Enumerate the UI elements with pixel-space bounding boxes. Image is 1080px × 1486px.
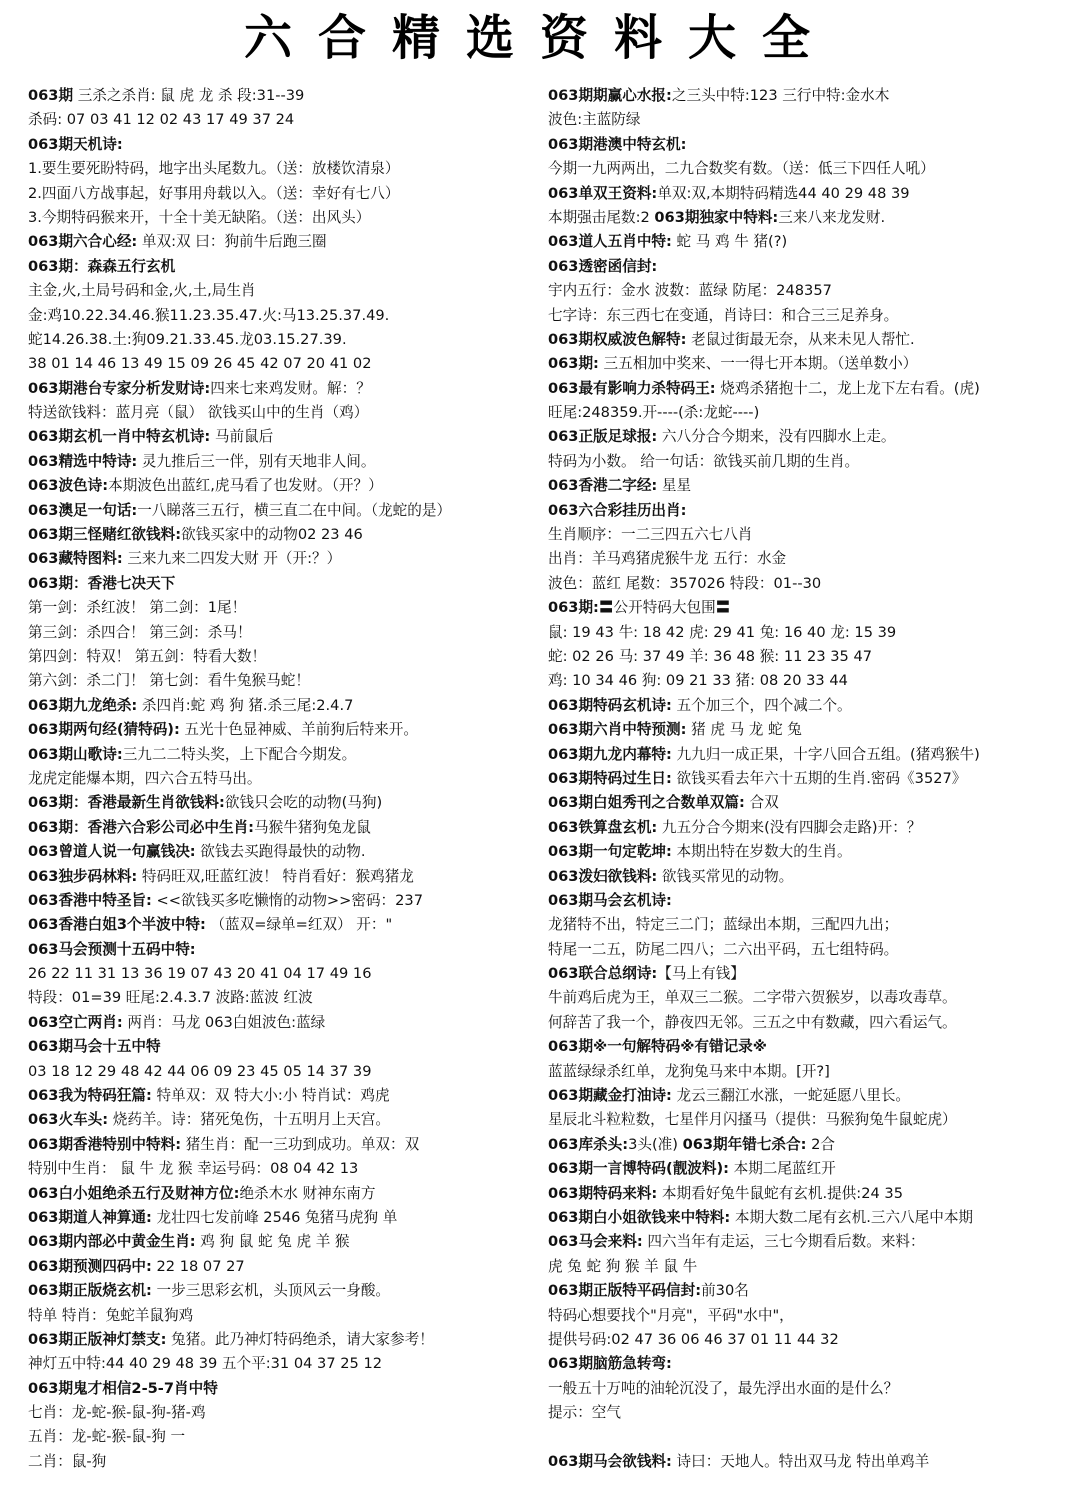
entry-label: 063期年错七杀合:: [682, 1135, 807, 1153]
right-line: [548, 1304, 1078, 1328]
entry-text: 1.要生要死盼特码，地字出头尾数九。（送：放楼饮清泉）: [28, 160, 400, 178]
entry-text: 星辰北斗粒粒数，七星伴月闪搔马（提供：马猴狗兔牛鼠蛇虎）: [548, 1111, 957, 1129]
left-line: [28, 1352, 538, 1376]
right-line: [548, 743, 1078, 767]
entry-text: 第一剑：杀红波！ 第二剑：1尾！: [28, 599, 247, 617]
right-line: [548, 913, 1078, 937]
right-line: [548, 1182, 1078, 1206]
entry-label: 063期脑筋急转弯:: [548, 1355, 672, 1373]
entry-label: 063期道人神算通:: [28, 1208, 152, 1226]
left-line: [28, 645, 538, 669]
right-line: [548, 694, 1078, 718]
entry-text: 两肖：马龙 063白姐波色:蓝绿: [122, 1013, 326, 1031]
entry-label: 063期三怪赌红欲钱料:: [28, 526, 182, 544]
entry-label: 063期马会十五中特: [28, 1038, 161, 1056]
entry-text: 特单双：双 特大小:小 特肖试：鸡虎: [151, 1087, 390, 1105]
right-line: [548, 767, 1078, 791]
left-line: [28, 401, 538, 425]
entry-label: 063期正版特平码信封:: [548, 1282, 702, 1300]
left-line: [28, 1060, 538, 1084]
entry-label: 063正版足球报:: [548, 428, 658, 446]
left-line: [28, 1108, 538, 1132]
entry-label: 063期六肖中特预测:: [548, 721, 687, 739]
left-line: [28, 304, 538, 328]
entry-label: 063期玄机一肖中特玄机诗:: [28, 428, 211, 446]
right-line: [548, 596, 1078, 620]
entry-text: 特尾一二五，防尾二四八；二六出平码，五七组特码。: [548, 940, 899, 958]
entry-label: 063期一言博特码(靓波料):: [548, 1160, 729, 1178]
entry-text: 五肖：龙-蛇-猴-鼠-狗 一: [28, 1428, 186, 1446]
left-line: [28, 1035, 538, 1059]
left-line: [28, 840, 538, 864]
entry-text: 蓝蓝绿绿杀红单，龙狗兔马来中本期。[开?]: [548, 1062, 830, 1080]
entry-text: 欲钱买家中的动物02 23 46: [181, 526, 363, 544]
entry-text: 龙云三翻江水涨，一蛇延愿八里长。: [671, 1087, 911, 1105]
right-line: [548, 108, 1078, 132]
entry-label: 063期:: [548, 599, 599, 617]
entry-label: 063期鬼才相信2-5-7肖中特: [28, 1379, 218, 1397]
entry-text: 特码心想要找个"月亮"，平码"水中"，: [548, 1306, 794, 1324]
page-title: 六合精选资料大全: [243, 10, 836, 66]
entry-text: 鸡 狗 鼠 蛇 兔 虎 羊 猴: [195, 1233, 350, 1251]
left-line: [28, 425, 538, 449]
entry-text: 龙壮四七发前峰 2546 兔猪马虎狗 单: [151, 1208, 398, 1226]
entry-text: <<欲钱买多吃懒惰的动物>>密码：237: [151, 891, 424, 909]
right-line: [548, 352, 1078, 376]
entry-text: 特码为小数。 给一句话：欲钱买前几期的生肖。: [548, 452, 860, 470]
entry-text: 诗曰：天地人。特出双马龙 特出单鸡羊: [671, 1452, 930, 1470]
right-line: [548, 84, 1078, 108]
entry-text: 蛇 马 鸡 牛 猪(?): [671, 233, 788, 251]
entry-text: 特码旺双,旺蓝红波！ 特肖看好：猴鸡猪龙: [137, 867, 414, 885]
entry-text: 出肖：羊马鸡猪虎猴牛龙 五行：水金: [548, 550, 787, 568]
left-line: [28, 279, 538, 303]
entry-label: 063期港澳中特玄机:: [548, 135, 687, 153]
right-line: [548, 474, 1078, 498]
entry-text: 神灯五中特:44 40 29 48 39 五个平:31 04 37 25 12: [28, 1355, 383, 1373]
left-line: [28, 572, 538, 596]
left-column: [28, 84, 538, 1474]
entry-text: 蛇: 02 26 马: 37 49 羊: 36 48 猴: 11 23 35 47: [548, 647, 873, 665]
entry-text: 绝杀木水 财神东南方: [239, 1184, 376, 1202]
entry-text: 3.今期特码猴来开，十全十美无缺陷。（送：出风头）: [28, 208, 371, 226]
right-line: [548, 1206, 1078, 1230]
left-line: [28, 1011, 538, 1035]
left-line: [28, 474, 538, 498]
entry-label: 063香港中特圣旨:: [28, 891, 152, 909]
entry-label: 063香港二字经:: [548, 477, 658, 495]
left-line: [28, 523, 538, 547]
entry-text: 四六当年有走运，三七今期看后数。来料：: [642, 1233, 925, 1251]
right-line: [548, 669, 1078, 693]
right-line: [548, 328, 1078, 352]
entry-label: 063期两句经(猜特码):: [28, 721, 180, 739]
entry-text: 【马上有钱】: [657, 965, 745, 983]
entry-text: 一般五十万吨的油轮沉没了，最先浮出水面的是什么？: [548, 1379, 899, 1397]
entry-text: 二肖：鼠-狗: [28, 1452, 107, 1470]
left-line: [28, 1230, 538, 1254]
entry-label: 063期香港特别中特料:: [28, 1135, 182, 1153]
right-line: [548, 206, 1078, 230]
entry-text: 波色：蓝红 尾数：357026 特段：01--30: [548, 574, 822, 592]
entry-text: 五光十色显神威、羊前狗后特来开。: [179, 721, 418, 739]
entry-label: 063透密函信封:: [548, 257, 658, 275]
left-line: [28, 596, 538, 620]
entry-label: 063期内部必中黄金生肖:: [28, 1233, 196, 1251]
right-line: [548, 840, 1078, 864]
entry-label: 063藏特图料:: [28, 550, 123, 568]
entry-text: 提供号码:02 47 36 06 46 37 01 11 44 32: [548, 1330, 839, 1348]
right-line: [548, 865, 1078, 889]
left-line: [28, 889, 538, 913]
entry-label: 063期山歌诗:: [28, 745, 123, 763]
right-line: [548, 255, 1078, 279]
right-line: [548, 938, 1078, 962]
entry-label: 063我为特码狂篇:: [28, 1087, 152, 1105]
right-line: [548, 1377, 1078, 1401]
entry-text: 第六剑：杀二门！ 第七剑：看牛兔猴马蛇！: [28, 672, 310, 690]
entry-text: 鸡: 10 34 46 狗: 09 21 33 猪: 08 20 33 44: [548, 672, 848, 690]
left-line: [28, 547, 538, 571]
entry-text: 七字诗：东三西七在变通，肖诗曰：和合三三足养身。: [548, 306, 899, 324]
right-line: [548, 816, 1078, 840]
right-line: [548, 572, 1078, 596]
left-line: [28, 865, 538, 889]
left-line: [28, 328, 538, 352]
left-line: [28, 1450, 538, 1474]
entry-text: 九九归一成正果，十字八回合五组。(猪鸡猴牛): [671, 745, 980, 763]
entry-label: 063联合总纲诗:: [548, 965, 658, 983]
entry-text: 提示：空气: [548, 1404, 621, 1422]
entry-text: 合双: [744, 794, 779, 812]
entry-text: 三杀之杀肖: 鼠 虎 龙 杀 段:31--39: [73, 87, 305, 104]
left-line: [28, 499, 538, 523]
entry-label: 063期白姐秀刊之合数单双篇:: [548, 794, 745, 812]
right-line: [548, 621, 1078, 645]
entry-text: 老鼠过街最无奈，从来未见人帮忙.: [686, 330, 915, 348]
right-line: [548, 450, 1078, 474]
entry-text: 前30名: [701, 1282, 749, 1300]
entry-label: 063库杀头:: [548, 1135, 629, 1153]
entry-label: 063期：香港七决天下: [28, 574, 176, 592]
entry-text: 一八睇落三五行，横三直二在中间。（龙蛇的是）: [137, 501, 452, 519]
entry-label: 063期九龙绝杀:: [28, 696, 138, 714]
left-line: [28, 182, 538, 206]
right-line: [548, 133, 1078, 157]
entry-label: 063期正版烧玄机:: [28, 1282, 152, 1300]
left-line: [28, 1084, 538, 1108]
entry-text: 杀四肖:蛇 鸡 狗 猪.杀三尾:2.4.7: [137, 696, 354, 714]
left-line: [28, 84, 538, 108]
left-line: [28, 1328, 538, 1352]
entry-text: 第三剑：杀四合！ 第三剑：杀马！: [28, 623, 252, 641]
entry-label: 063期港台专家分析发财诗:: [28, 379, 211, 397]
entry-text: 兔猪。此乃神灯特码绝杀，请大家参考！: [166, 1330, 434, 1348]
entry-text: 杀码: 07 03 41 12 02 43 17 49 37 24: [28, 111, 295, 129]
left-line: [28, 816, 538, 840]
right-line: [548, 1035, 1078, 1059]
left-line: [28, 767, 538, 791]
entry-text: 旺尾:248359.开----(杀:龙蛇----): [548, 404, 760, 422]
entry-text: 龙虎定能爆本期，四六合五特马出。: [28, 769, 262, 787]
entry-text: 第四剑：特双！ 第五剑：特看大数！: [28, 647, 267, 665]
entry-text: 主金,火,土局号码和金,火,土,局生肖: [28, 282, 256, 300]
right-line: [548, 1133, 1078, 1157]
right-line: [548, 1255, 1078, 1279]
entry-label: 063道人五肖中特:: [548, 233, 672, 251]
left-line: [28, 255, 538, 279]
right-line: [548, 157, 1078, 181]
entry-label: 063期特码来料:: [548, 1184, 658, 1202]
right-line: [548, 1450, 1078, 1474]
left-line: [28, 352, 538, 376]
entry-label: 063期独家中特料:: [654, 208, 779, 226]
entry-text: 本期看好兔牛鼠蛇有玄机.提供:24 35: [657, 1184, 903, 1202]
left-line: [28, 450, 538, 474]
entry-text: 虎 兔 蛇 狗 猴 羊 鼠 牛: [548, 1257, 698, 1275]
right-line: [548, 1108, 1078, 1132]
right-line: [548, 645, 1078, 669]
right-line: [548, 962, 1078, 986]
left-line: [28, 791, 538, 815]
left-line: [28, 377, 538, 401]
right-line: [548, 377, 1078, 401]
entry-text: 四来七来鸡发财。解：？: [210, 379, 371, 397]
left-line: [28, 157, 538, 181]
left-line: [28, 743, 538, 767]
entry-text: 特段：01=39 旺尾:2.4.3.7 波路:蓝波 红波: [28, 989, 313, 1007]
entry-label: 063澳足一句话:: [28, 501, 138, 519]
entry-label: 063曾道人说一句赢钱决:: [28, 843, 196, 861]
entry-text: 蛇14.26.38.土:狗09.21.33.45.龙03.15.27.39.: [28, 330, 347, 348]
entry-text: 波色:主蓝防绿: [548, 111, 641, 129]
entry-text: 〓公开特码大包围〓: [598, 599, 731, 617]
right-line: [548, 1352, 1078, 1376]
right-line: [548, 304, 1078, 328]
entry-text: 欲钱去买跑得最快的动物.: [195, 843, 366, 861]
right-line: [548, 1425, 1078, 1449]
entry-label: 063期预测四码中:: [28, 1257, 152, 1275]
entry-text: 特单 特肖：兔蛇羊鼠狗鸡: [28, 1306, 194, 1324]
entry-text: 灵九推后三一伴，别有天地非人间。: [137, 452, 376, 470]
left-line: [28, 1425, 538, 1449]
entry-text: 烧药羊。诗：猪死兔伤，十五明月上天宫。: [108, 1111, 391, 1129]
entry-text: 宇内五行：金水 波数：蓝绿 防尾：248357: [548, 282, 832, 300]
entry-text: 六八分合今期来，没有四脚水上走。: [657, 428, 896, 446]
entry-label: 063期期赢心水报:: [548, 87, 672, 104]
left-line: [28, 669, 538, 693]
entry-label: 063期九龙内幕特:: [548, 745, 672, 763]
entry-label: 063期马会欲钱料:: [548, 1452, 672, 1470]
right-line: [548, 986, 1078, 1010]
entry-label: 063期六合心经:: [28, 233, 138, 251]
right-line: [548, 401, 1078, 425]
entry-label: 063最有影响力杀特码王:: [548, 379, 716, 397]
left-line: [28, 1255, 538, 1279]
right-line: [548, 791, 1078, 815]
entry-label: 063期：香港最新生肖欲钱料:: [28, 794, 225, 812]
right-line: [548, 230, 1078, 254]
entry-text: 九五分合今期来(没有四脚会走路)开：？: [657, 818, 922, 836]
entry-text: 牛前鸡后虎为王，单双三二猴。二字带六贺猴岁，以毒攻毒草。: [548, 989, 957, 1007]
entry-label: 063期: [28, 87, 74, 104]
entry-text: 欲钱买看去年六十五期的生肖.密码《3527》: [671, 769, 967, 787]
left-line: [28, 913, 538, 937]
right-line: [548, 1157, 1078, 1181]
left-line: [28, 1279, 538, 1303]
entry-text: 26 22 11 31 13 36 19 07 43 20 41 04 17 49 16: [28, 965, 372, 983]
left-line: [28, 1206, 538, 1230]
entry-text: 烧鸡杀猪抱十二，龙上龙下左右看。(虎): [715, 379, 980, 397]
entry-text: 鼠: 19 43 牛: 18 42 虎: 29 41 兔: 16 40 龙: 15 39: [548, 623, 897, 641]
left-line: [28, 1304, 538, 1328]
entry-text: 本期二尾蓝红开: [728, 1160, 836, 1178]
entry-label: 063单双王资料:: [548, 184, 658, 202]
entry-text: 本期强击尾数:2: [548, 208, 655, 226]
right-line: [548, 1279, 1078, 1303]
entry-text: 今期一九两两出，二九合数奖有数。（送：低三下四任人吼）: [548, 160, 935, 178]
entry-text: 何辞苦了我一个，静夜四无邻。三五之中有数藏，四六看运气。: [548, 1013, 957, 1031]
entry-text: 单双:双,本期特码精选44 40 29 48 39: [657, 184, 910, 202]
entry-text: 三五相加中奖来、一一得七开本期。（送单数小）: [598, 355, 918, 373]
right-line: [548, 1230, 1078, 1254]
entry-label: 063期特码过生日:: [548, 769, 672, 787]
left-line: [28, 206, 538, 230]
left-line: [28, 718, 538, 742]
entry-label: 063期正版神灯禁支:: [28, 1330, 167, 1348]
entry-label: 063火车头:: [28, 1111, 109, 1129]
left-line: [28, 986, 538, 1010]
entry-text: 三来九来二四发大财 开（开:？）: [122, 550, 342, 568]
entry-text: 金:鸡10.22.34.46.猴11.23.35.47.火:马13.25.37.49.: [28, 306, 390, 324]
right-line: [548, 889, 1078, 913]
right-line: [548, 523, 1078, 547]
entry-text: 特别中生肖： 鼠 牛 龙 猴 幸运号码：08 04 42 13: [28, 1160, 359, 1178]
entry-text: 马前鼠后: [210, 428, 274, 446]
entry-label: 063期白小姐欲钱来中特料:: [548, 1208, 731, 1226]
entry-text: 22 18 07 27: [151, 1257, 245, 1275]
entry-text: 三来八来龙发财.: [778, 208, 886, 226]
left-line: [28, 694, 538, 718]
entry-text: 本期大数二尾有玄机.三六八尾中本期: [730, 1208, 974, 1226]
left-line: [28, 1182, 538, 1206]
right-line: [548, 1060, 1078, 1084]
entry-label: 063空亡两肖:: [28, 1013, 123, 1031]
left-line: [28, 1157, 538, 1181]
right-line: [548, 1084, 1078, 1108]
entry-label: 063六合彩挂历出肖:: [548, 501, 687, 519]
left-line: [28, 108, 538, 132]
entry-label: 063香港白姐3个半波中特:: [28, 916, 206, 934]
entry-text: 龙猪特不出，特定三二门；蓝绿出本期，三配四九出；: [548, 916, 899, 934]
right-line: [548, 1328, 1078, 1352]
entry-label: 063期天机诗:: [28, 135, 123, 153]
right-line: [548, 718, 1078, 742]
right-line: [548, 1401, 1078, 1425]
entry-label: 063铁算盘玄机:: [548, 818, 658, 836]
entry-label: 063独步码林料:: [28, 867, 138, 885]
right-line: [548, 547, 1078, 571]
entry-label: 063马会来料:: [548, 1233, 643, 1251]
left-line: [28, 621, 538, 645]
entry-label: 063白小姐绝杀五行及财神方位:: [28, 1184, 240, 1202]
right-line: [548, 182, 1078, 206]
left-line: [28, 938, 538, 962]
entry-label: 063期特码玄机诗:: [548, 696, 672, 714]
entry-label: 063期一句定乾坤:: [548, 843, 672, 861]
entry-text: 欲钱买常见的动物。: [657, 867, 794, 885]
entry-label: 063波色诗:: [28, 477, 109, 495]
right-line: [548, 499, 1078, 523]
entry-text: 38 01 14 46 13 49 15 09 26 45 42 07 20 41 02: [28, 355, 372, 373]
entry-label: 063期：森森五行玄机: [28, 257, 176, 275]
entry-label: 063马会预测十五码中特:: [28, 940, 196, 958]
entry-text: 七肖：龙-蛇-猴-鼠-狗-猪-鸡: [28, 1404, 206, 1422]
entry-label: 063期权威波色解特:: [548, 330, 687, 348]
right-column: [548, 84, 1078, 1474]
left-line: [28, 1133, 538, 1157]
entry-text: （蓝双=绿单=红双） 开：": [205, 916, 393, 934]
entry-text: 猪 虎 马 龙 蛇 兔: [686, 721, 802, 739]
entry-text: 本期出特在岁数大的生肖。: [671, 843, 852, 861]
entry-label: 063期:: [548, 355, 599, 373]
entry-text: 3头(准): [628, 1135, 683, 1153]
entry-text: 五个加三个，四个减二个。: [671, 696, 852, 714]
entry-text: 星星: [657, 477, 692, 495]
entry-text: 一步三思彩玄机，头顶风云一身酸。: [151, 1282, 391, 1300]
entry-text: 欲钱只会吃的动物(马狗): [224, 794, 383, 812]
entry-text: 三九二二特头奖，上下配合今期发。: [122, 745, 357, 763]
entry-label: 063精选中特诗:: [28, 452, 138, 470]
entry-text: 猪生肖：配一三功到成功。单双：双: [181, 1135, 420, 1153]
entry-text: 2.四面八方战事起，好事用舟载以入。（送：幸好有七八）: [28, 184, 400, 202]
left-line: [28, 1377, 538, 1401]
entry-label: 063期马会玄机诗:: [548, 891, 672, 909]
left-line: [28, 133, 538, 157]
right-line: [548, 279, 1078, 303]
entry-text: 2合: [806, 1135, 835, 1153]
entry-label: 063期※一句解特码※有错记录※: [548, 1038, 767, 1056]
left-line: [28, 962, 538, 986]
left-line: [28, 230, 538, 254]
entry-text: 生肖顺序：一二三四五六七八肖: [548, 526, 753, 544]
entry-label: 063期藏金打油诗:: [548, 1087, 672, 1105]
entry-text: 03 18 12 29 48 42 44 06 09 23 45 05 14 37 39: [28, 1062, 372, 1080]
entry-text: 特送欲钱料：蓝月亮（鼠） 欲钱买山中的生肖（鸡）: [28, 404, 369, 422]
right-line: [548, 425, 1078, 449]
entry-text: 之三头中特:123 三行中特:金水木: [671, 87, 890, 104]
entry-text: 本期波色出蓝红,虎马看了也发财。（开？）: [108, 477, 383, 495]
left-line: [28, 1401, 538, 1425]
entry-text: 单双:双 曰：狗前牛后跑三圈: [137, 233, 327, 251]
entry-label: 063泼妇欲钱料:: [548, 867, 658, 885]
right-line: [548, 1011, 1078, 1035]
entry-label: 063期：香港六合彩公司必中生肖:: [28, 818, 255, 836]
entry-text: 马猴牛猪狗兔龙鼠: [254, 818, 371, 836]
